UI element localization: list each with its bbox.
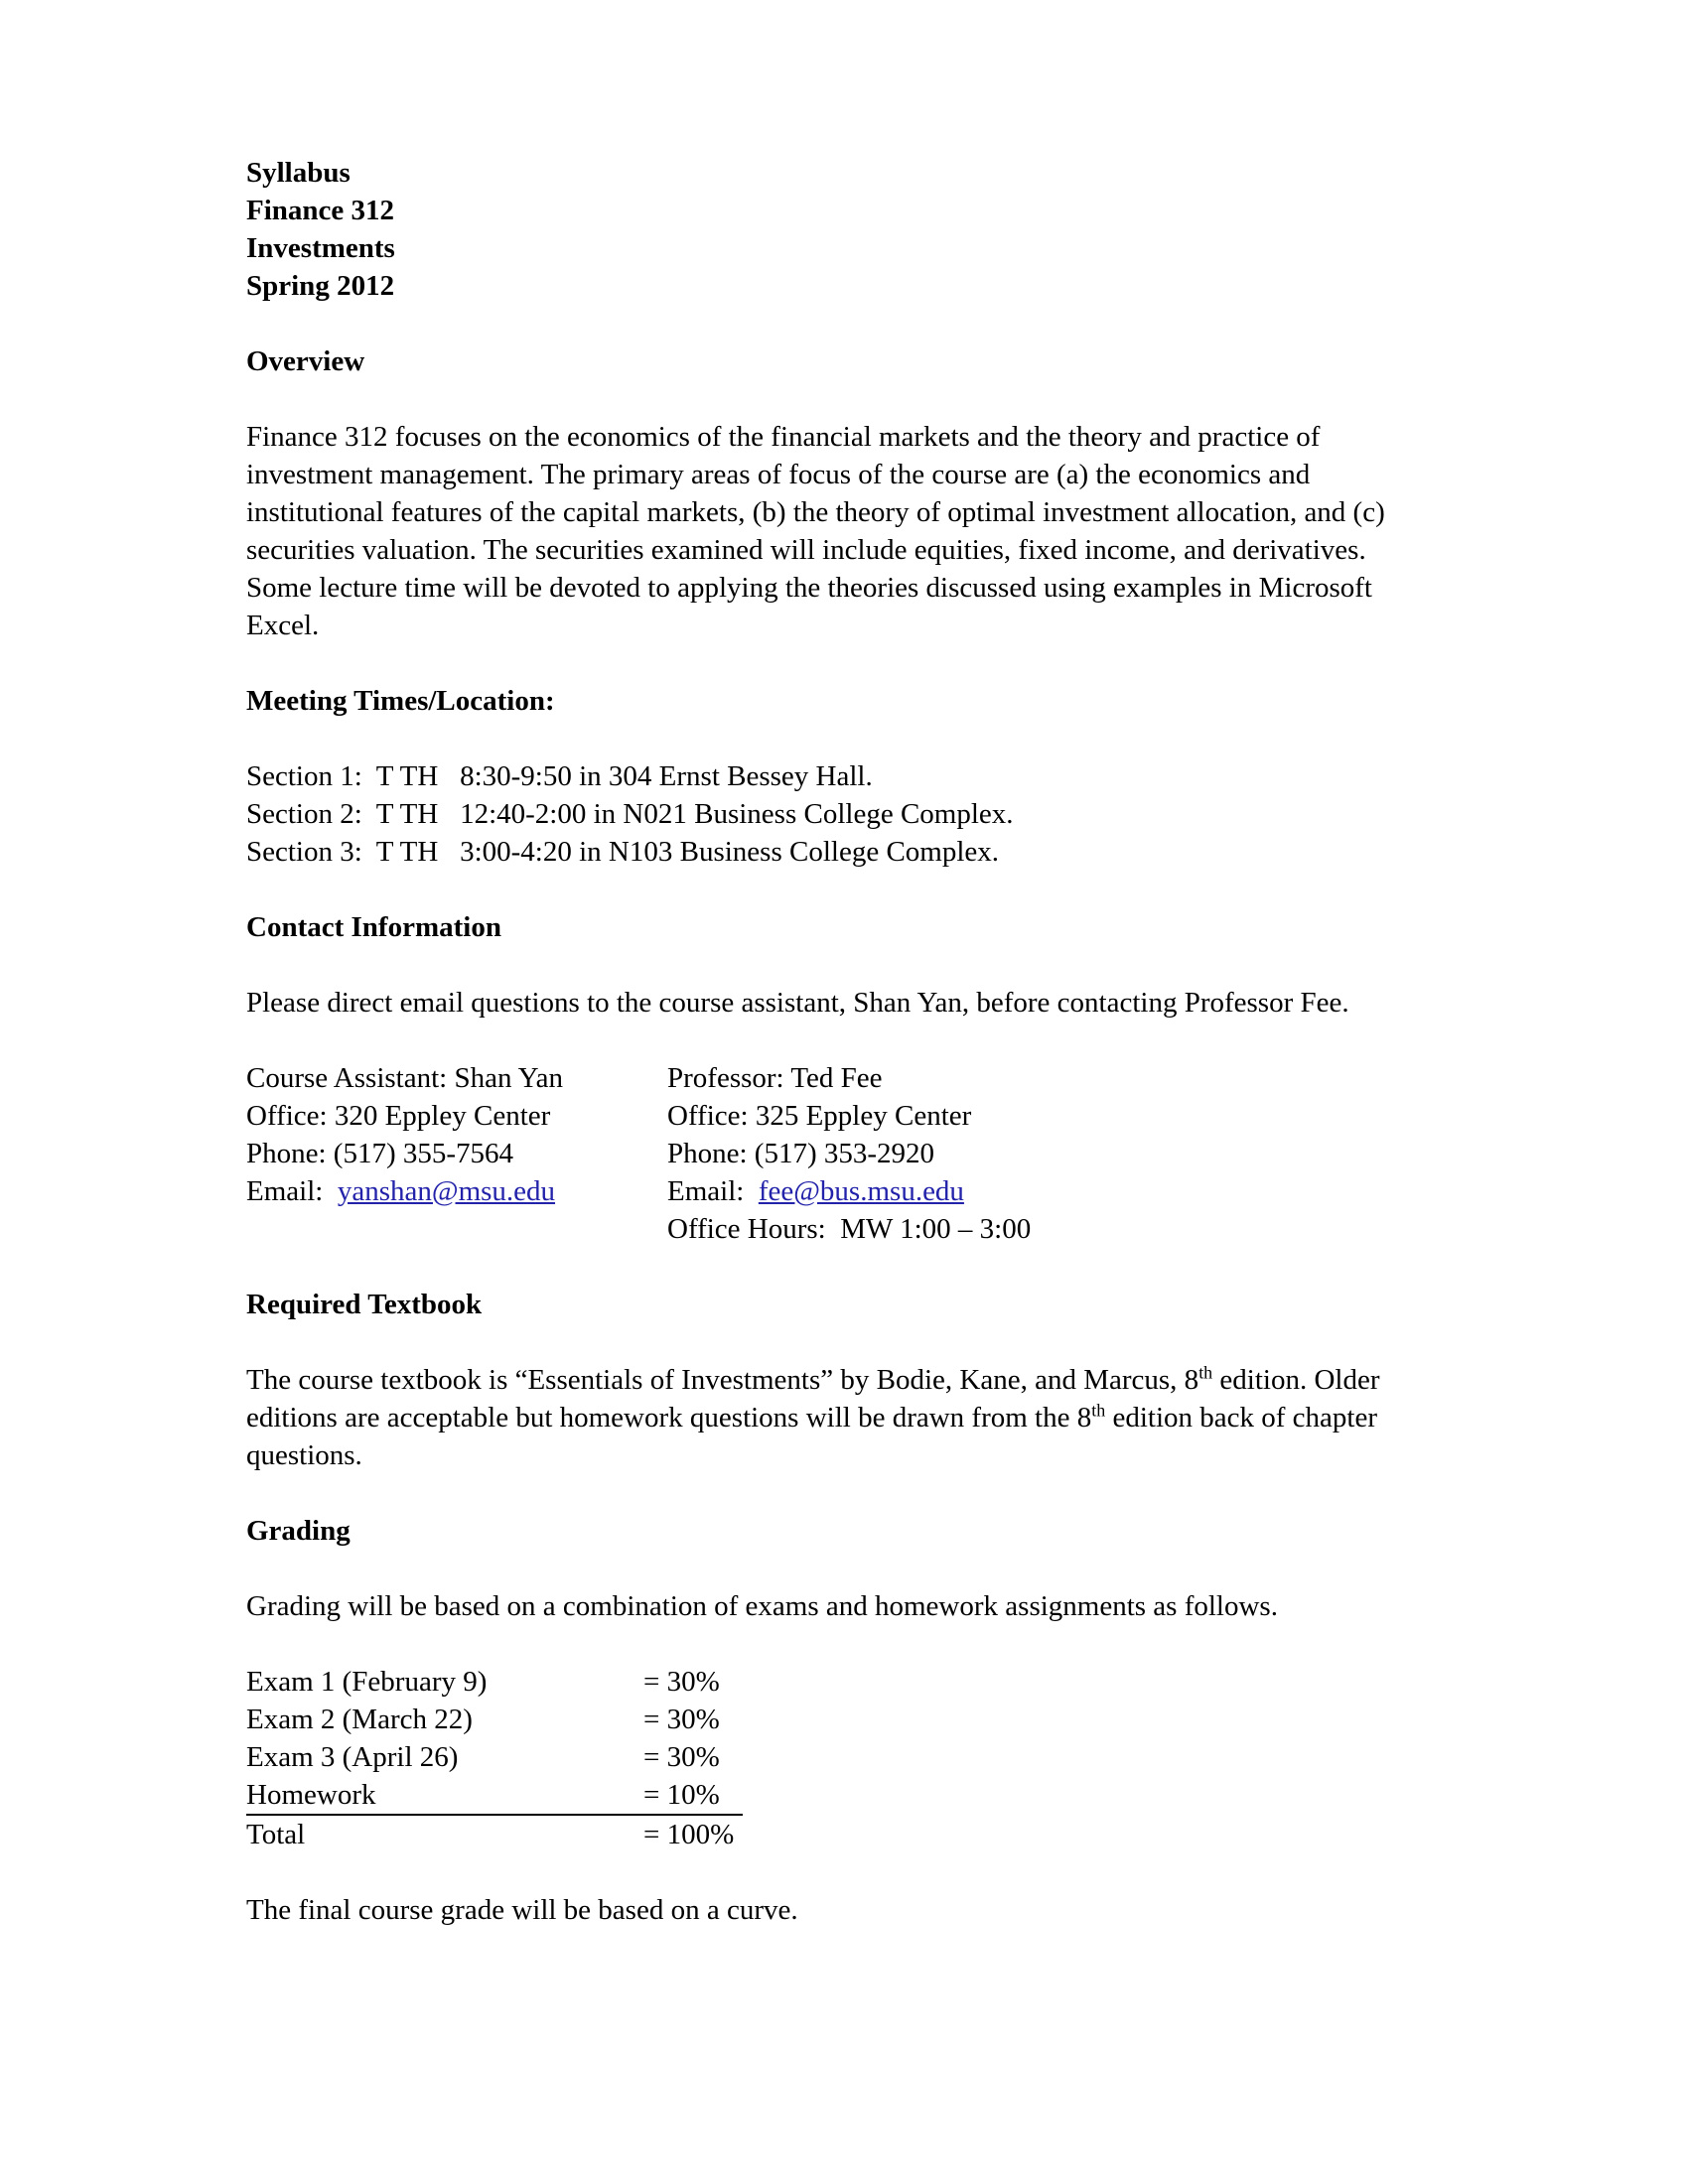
- heading-overview: Overview: [246, 345, 365, 377]
- paragraph-overview: Finance 312 focuses on the economics of the financial markets and the theory and practice of investment management. The primary areas of focus of the course are (a) the economics and institutional features of the capital markets, (b) the theory of optimal investment allocation, and (c) securities valuation. The securities examined will include equities, fixed income, and derivatives. Some lecture time will be devoted to applying the theories discussed using examples in Microsoft Excel.: [246, 421, 1385, 641]
- grade-value-exam-1: = 30%: [643, 1666, 720, 1698]
- meeting-time-section-1: Section 1: T TH 8:30-9:50 in 304 Ernst Bessey Hall.: [246, 760, 873, 792]
- heading-contact-information: Contact Information: [246, 911, 501, 943]
- assistant-email-label: Email:: [246, 1175, 338, 1207]
- grade-value-homework: = 10%: [643, 1776, 743, 1815]
- grade-item-homework: Homework: [246, 1776, 643, 1815]
- paragraph-grading-footer: The final course grade will be based on a curve.: [246, 1894, 798, 1926]
- professor-email-line: [667, 1172, 1031, 1210]
- heading-required-textbook: Required Textbook: [246, 1289, 483, 1320]
- title-line-course-name: Investments: [246, 232, 395, 264]
- grading-table: [246, 1663, 743, 1853]
- textbook-text-part-1: The course textbook is “Essentials of Investments” by Bodie, Kane, and Marcus, 8: [246, 1364, 1199, 1396]
- professor-email-label: Email:: [667, 1175, 759, 1207]
- textbook-ordinal-2: th: [1091, 1400, 1106, 1421]
- table-row: [246, 1701, 743, 1738]
- assistant-email-link[interactable]: yanshan@msu.edu: [337, 1175, 556, 1207]
- textbook-ordinal-1: th: [1198, 1362, 1213, 1383]
- textbook-text-part-3: edition back of chapter questions.: [246, 1402, 1377, 1471]
- meeting-time-section-3: Section 3: T TH 3:00-4:20 in N103 Business College Complex.: [246, 836, 1000, 868]
- table-row: [246, 1776, 743, 1815]
- professor-name: Professor: Ted Fee: [667, 1062, 883, 1094]
- grade-item-exam-3: Exam 3 (April 26): [246, 1741, 459, 1773]
- grade-value-exam-2: = 30%: [643, 1704, 720, 1735]
- grade-item-total: Total: [246, 1819, 306, 1850]
- assistant-office: Office: 320 Eppley Center: [246, 1100, 551, 1132]
- professor-phone: Phone: (517) 353-2920: [667, 1138, 935, 1169]
- contact-columns: [246, 1059, 1428, 1248]
- grade-value-total: = 100%: [643, 1819, 735, 1850]
- professor-office-hours: Office Hours: MW 1:00 – 3:00: [667, 1213, 1032, 1245]
- title-line-syllabus: Syllabus: [246, 157, 351, 189]
- paragraph-contact-intro: Please direct email questions to the course assistant, Shan Yan, before contacting Professor Fee.: [246, 987, 1349, 1019]
- paragraph-textbook: [246, 1361, 1428, 1474]
- professor-office: Office: 325 Eppley Center: [667, 1100, 972, 1132]
- meeting-time-section-2: Section 2: T TH 12:40-2:00 in N021 Business College Complex.: [246, 798, 1014, 830]
- grade-value-exam-3: = 30%: [643, 1741, 720, 1773]
- professor-email-link[interactable]: fee@bus.msu.edu: [758, 1175, 964, 1207]
- title-line-term: Spring 2012: [246, 270, 395, 302]
- heading-grading: Grading: [246, 1515, 351, 1547]
- title-line-course-number: Finance 312: [246, 195, 395, 226]
- table-row: [246, 1738, 743, 1776]
- textbook-text-part-2: edition. Older editions are acceptable but homework questions will be drawn from the 8: [246, 1364, 1380, 1433]
- contact-column-assistant: [246, 1059, 563, 1210]
- document-title-block: [246, 154, 1428, 305]
- grade-item-exam-1: Exam 1 (February 9): [246, 1666, 488, 1698]
- table-row-total: [246, 1815, 743, 1853]
- assistant-phone: Phone: (517) 355-7564: [246, 1138, 514, 1169]
- table-row: [246, 1663, 743, 1701]
- document-body: [246, 154, 1428, 1929]
- paragraph-grading-intro: Grading will be based on a combination of exams and homework assignments as follows.: [246, 1590, 1278, 1622]
- assistant-name: Course Assistant: Shan Yan: [246, 1062, 564, 1094]
- heading-meeting-times: Meeting Times/Location:: [246, 685, 555, 717]
- contact-column-professor: [667, 1059, 1031, 1248]
- meeting-times-list: [246, 757, 1428, 871]
- assistant-email-line: [246, 1172, 563, 1210]
- grade-item-exam-2: Exam 2 (March 22): [246, 1704, 473, 1735]
